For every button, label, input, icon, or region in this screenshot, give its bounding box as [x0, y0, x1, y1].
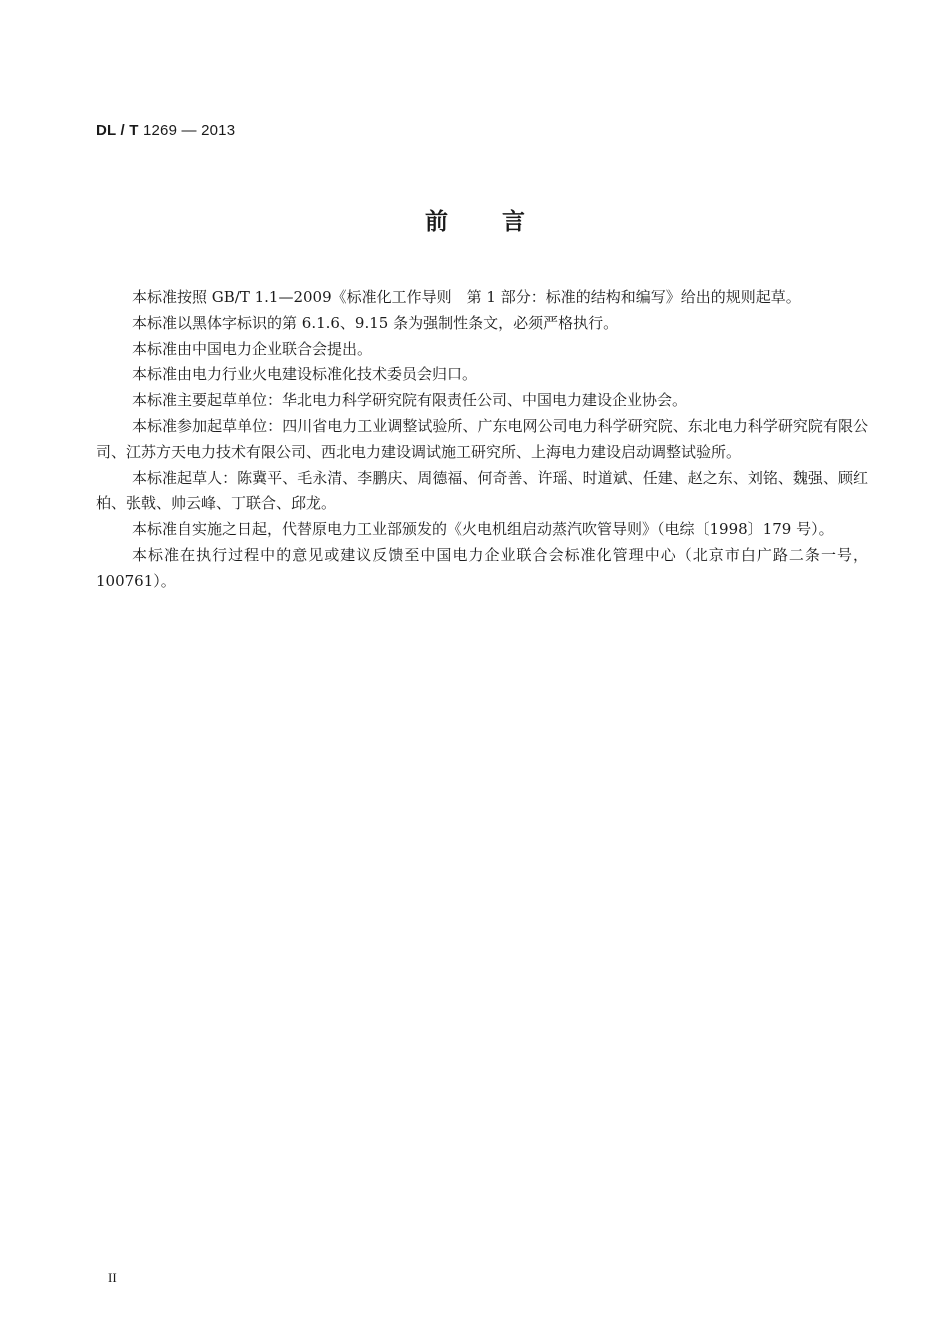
paragraph: 本标准起草人：陈冀平、毛永清、李鹏庆、周德福、何奇善、许瑶、时道斌、任建、赵之东、刘铭、魏强、顾红柏、张戟、帅云峰、丁联合、邱龙。 [96, 468, 868, 513]
paragraph: 本标准参加起草单位：四川省电力工业调整试验所、广东电网公司电力科学研究院、东北电力科学研究院有限公司、江苏方天电力技术有限公司、西北电力建设调试施工研究所、上海电力建设启动调整试验所。 [96, 416, 868, 461]
paragraph: 本标准自实施之日起，代替原电力工业部颁发的《火电机组启动蒸汽吹管导则》（电综〔1998〕179 号）。 [132, 520, 834, 539]
foreword-body [96, 285, 868, 595]
paragraph: 本标准在执行过程中的意见或建议反馈至中国电力企业联合会标准化管理中心（北京市白广路二条一号，100761）。 [96, 545, 868, 590]
paragraph: 本标准由中国电力企业联合会提出。 [132, 339, 373, 358]
section-title: 前言 [425, 209, 579, 235]
page-number: II [108, 1270, 117, 1285]
paragraph: 本标准按照 GB/T 1.1—2009《标准化工作导则 第 1 部分：标准的结构和编写》给出的规则起草。 [132, 288, 801, 306]
paragraph: 本标准以黑体字标识的第 6.1.6、9.15 条为强制性条文，必须严格执行。 [132, 313, 619, 332]
paragraph: 本标准主要起草单位：华北电力科学研究院有限责任公司、中国电力建设企业协会。 [132, 391, 688, 410]
document-code-number: 1269 — 2013 [142, 122, 236, 139]
paragraph: 本标准由电力行业火电建设标准化技术委员会归口。 [132, 365, 478, 384]
document-code [96, 122, 235, 139]
document-code-prefix: DL / T [96, 122, 143, 139]
